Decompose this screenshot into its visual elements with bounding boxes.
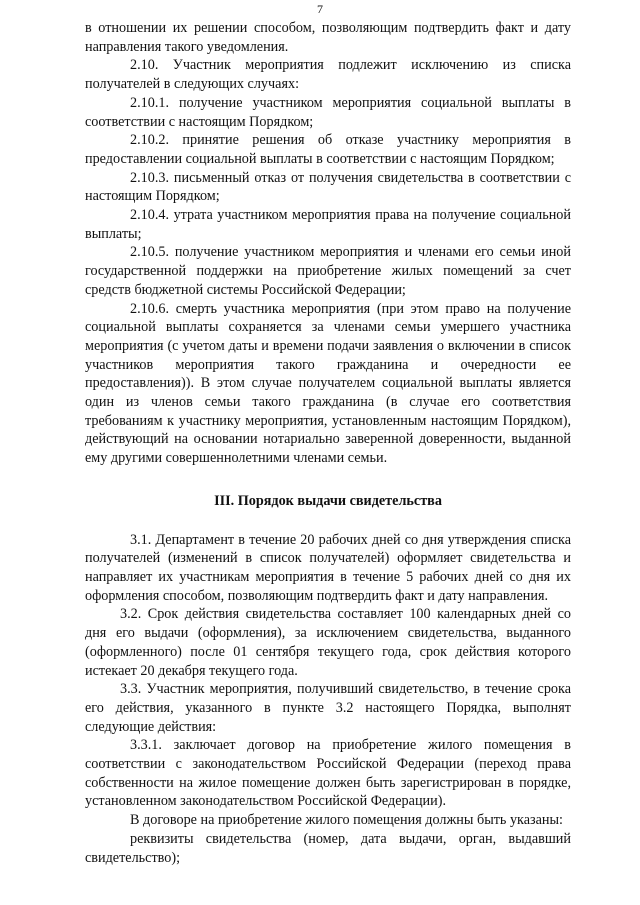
section-heading: III. Порядок выдачи свидетельства bbox=[214, 492, 442, 509]
paragraph-3-3-1: 3.3.1. заключает договор на приобретение жилого помещения в соответствии с законодательством Российской Федерации (переход права собственности на жилое помещение должен быть зарегистрирован в порядке, установленном законодательством Российской Федерации). bbox=[85, 737, 571, 810]
paragraph-3-3: 3.3. Участник мероприятия, получивший свидетельство, в течение срока его действия, указанного в пункте 3.2 настоящего Порядка, выполнят следующие действия: bbox=[85, 681, 571, 735]
paragraph-2-10: 2.10. Участник мероприятия подлежит исключению из списка получателей в следующих случаях: bbox=[85, 57, 571, 93]
document-body bbox=[85, 19, 571, 867]
paragraph-3-1: 3.1. Департамент в течение 20 рабочих дней со дня утверждения списка получателей (изменений в список получателей) оформляет свидетельства и направляет их участникам мероприятия в течение 5 рабочих дней со дня их оформления способом, позволяющим подтвердить факт и дату направления. bbox=[85, 531, 571, 604]
paragraph-2-10-6: 2.10.6. смерть участника мероприятия (при этом право на получение социальной выплаты сохраняется за членами семьи умершего участника мероприятия (с учетом даты и времени подачи заявления о включении в список участников мероприятия такого гражданина и очередности ее предоставления)). В этом случае получателем социальной выплаты является один из членов семьи такого гражданина (в случае его соответствия требованиям к участнику мероприятия, установленным настоящим Порядком), действующий на основании нотариально заверенной доверенности, выданной ему другими совершеннолетними членами семьи. bbox=[85, 300, 571, 467]
paragraph-2-10-5: 2.10.5. получение участником мероприятия и членами его семьи иной государственной поддержки на приобретение жилых помещений за счет средств бюджетной системы Российской Федерации; bbox=[85, 244, 571, 298]
paragraph-continuation: в отношении их решении способом, позволяющим подтвердить факт и дату направления такого уведомления. bbox=[85, 20, 571, 55]
paragraph-2-10-4: 2.10.4. утрата участником мероприятия права на получение социальной выплаты; bbox=[85, 207, 571, 242]
paragraph-2-10-2: 2.10.2. принятие решения об отказе участнику мероприятия в предоставлении социальной выплаты в соответствии с настоящим Порядком; bbox=[85, 132, 571, 167]
page-number: 7 bbox=[317, 2, 323, 16]
paragraph-2-10-3: 2.10.3. письменный отказ от получения свидетельства в соответствии с настоящим Порядком; bbox=[85, 169, 571, 205]
paragraph-2-10-1: 2.10.1. получение участником мероприятия социальной выплаты в соответствии с настоящим Порядком; bbox=[85, 94, 571, 130]
paragraph-certificate-details: реквизиты свидетельства (номер, дата выдачи, орган, выдавший свидетельство); bbox=[85, 830, 571, 866]
paragraph-contract-requirements: В договоре на приобретение жилого помещения должны быть указаны: bbox=[130, 812, 563, 829]
paragraph-3-2: 3.2. Срок действия свидетельства составляет 100 календарных дней со дня его выдачи (оформления), за исключением свидетельства, выданного (оформленного) после 01 сентября текущего года, срок действия которого истекает 20 декабря текущего года. bbox=[85, 606, 571, 679]
